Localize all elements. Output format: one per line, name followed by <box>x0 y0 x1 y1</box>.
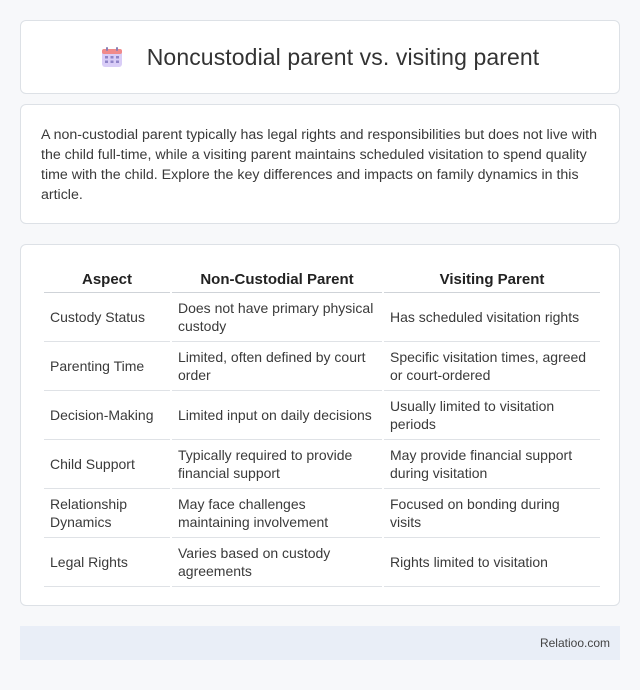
page-title: Noncustodial parent vs. visiting parent <box>146 43 540 70</box>
table-cell: Does not have primary physical custody <box>172 293 382 342</box>
table-row <box>44 391 600 440</box>
table-row <box>44 489 600 538</box>
title-card <box>20 20 620 94</box>
footer-brand[interactable]: Relatioo.com <box>539 636 610 650</box>
table-cell: Typically required to provide financial support <box>172 440 382 489</box>
table-cell: Relationship Dynamics <box>44 489 170 538</box>
calendar-icon <box>101 46 123 68</box>
table-row <box>44 293 600 342</box>
comparison-table <box>42 263 602 587</box>
table-cell: Limited, often defined by court order <box>172 342 382 391</box>
table-row <box>44 342 600 391</box>
intro-paragraph: A non-custodial parent typically has legal rights and responsibilities but does not live with the child full-time, while a visiting parent maintains scheduled visitation to spend quality time with the child. Explore the key differences and impacts on family dynamics in this article. <box>41 127 597 203</box>
table-cell: Focused on bonding during visits <box>384 489 600 538</box>
column-header-visiting: Visiting Parent <box>384 263 600 293</box>
table-cell: Decision-Making <box>44 391 170 440</box>
table-cell: Specific visitation times, agreed or court-ordered <box>384 342 600 391</box>
table-row <box>44 538 600 587</box>
table-header-row <box>44 263 600 293</box>
table-cell: May face challenges maintaining involvement <box>172 489 382 538</box>
table-cell: Parenting Time <box>44 342 170 391</box>
table-row <box>44 440 600 489</box>
table-cell: Rights limited to visitation <box>384 538 600 587</box>
table-cell: Has scheduled visitation rights <box>384 293 600 342</box>
column-header-non-custodial: Non-Custodial Parent <box>172 263 382 293</box>
intro-card <box>20 104 620 224</box>
table-cell: Varies based on custody agreements <box>172 538 382 587</box>
table-cell: May provide financial support during visitation <box>384 440 600 489</box>
table-cell: Usually limited to visitation periods <box>384 391 600 440</box>
footer <box>20 626 620 660</box>
table-cell: Custody Status <box>44 293 170 342</box>
comparison-table-card <box>20 244 620 606</box>
table-cell: Legal Rights <box>44 538 170 587</box>
column-header-aspect: Aspect <box>44 263 170 293</box>
table-cell: Child Support <box>44 440 170 489</box>
table-cell: Limited input on daily decisions <box>172 391 382 440</box>
